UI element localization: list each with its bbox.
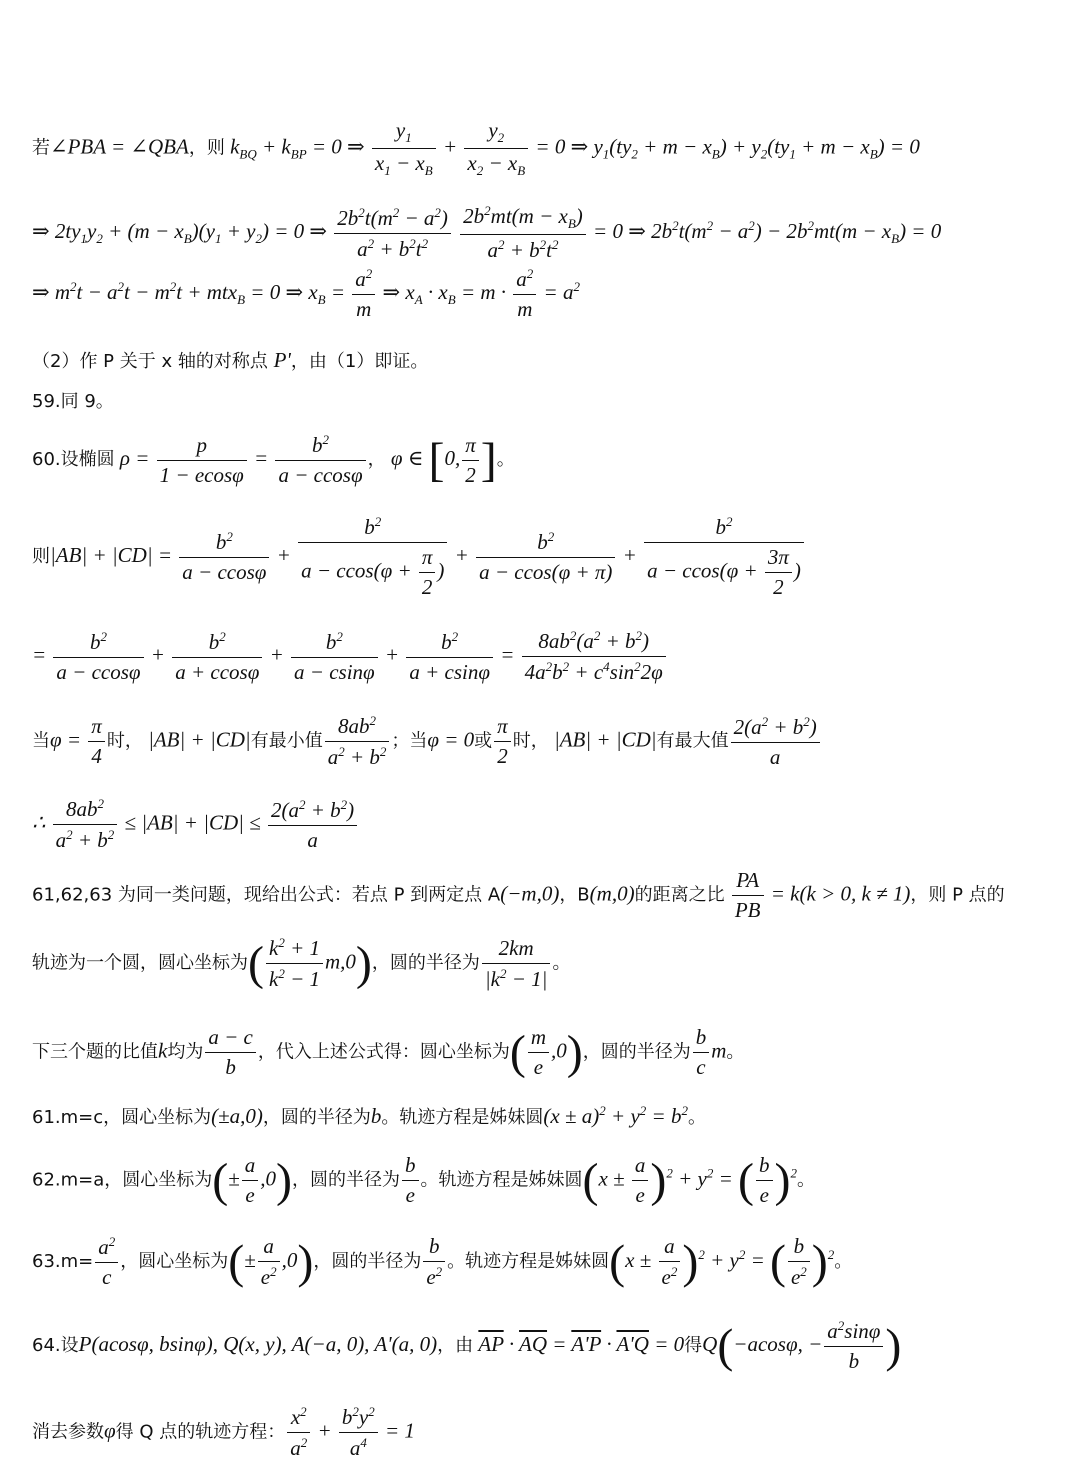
text-line-61: 61.m=c，圆心坐标为(±a,0)，圆的半径为b。轨迹方程是姊妹圆$(x \pm a)^2 + y^2 = b^2$。: [32, 1103, 706, 1128]
text-line-locus: 消去参数φ得 Q 点的轨迹方程： $\frac{x^2}{a^2}$ + $\frac{b^2y^2}{a^4}$ = 1: [32, 1404, 415, 1460]
text-line-ratio: 下三个题的比值k均为 $\frac{a - c}{b}$ ，代入上述公式得：圆心坐标为( $\frac{m}{e}$ ,0)，圆的半径为 $\frac{b}{c}$ m。: [32, 1025, 745, 1079]
text-line-64: 64.设P(acosφ, bsinφ), Q(x, y), A(−a, 0), A'(a, 0)，由 $\overline{AP} \cdot \overline{AQ} = A'P \cdot A'Q = 0$得Q(−acosφ, − $\frac{a^2\sin\varphi}{b}$ ): [32, 1318, 902, 1373]
equation-line-2: ⇒ $2ty_1y_2 + (m - x_B)(y_1 + y_2) = 0$ ⇒ $\frac{2b^2t(m^2 - a^2)}{a^2 + b^2t^2}$ $\frac{2b^2mt(m - x_B)}{a^2 + b^2t^2}$ = 0 ⇒ $2b^2t(m^2 - a^2) - 2b^2mt(m - x_B) = 0$: [32, 203, 942, 263]
equation-line-60: 60.设椭圆 ρ = $\frac{p}{1 - ecos\varphi}$ = $\frac{b^2}{a - ccos\varphi}$ ， φ ∈ [0, $\frac{\pi}{2}$ ]。: [32, 432, 515, 487]
text-line-61-63-intro: 61,62,63 为同一类问题，现给出公式：若点 P 到两定点 A(−m,0)，B(m,0)的距离之比 $\frac{PA}{PB}$ = k(k > 0, k ≠ 1)，则 P 点的: [32, 868, 1005, 922]
equation-line-extrema: 当φ = $\frac{\pi}{4}$ 时， |AB| + |CD|有最小值 $\frac{8ab^2}{a^2 + b^2}$ ；当φ = 0或 $\frac{\pi}{2}$ 时， |AB| + |CD|有最大值 $\frac{2(a^2 + b^2)}{a}$: [32, 713, 822, 770]
text-bindings: [0, 0, 1, 1]
text-line-59: 59.同 9。: [32, 391, 114, 412]
equation-line-3: ⇒ $m^2t - a^2t - m^2t + mtx_B = 0$ ⇒ $x_B$ = $\frac{a^2}{m}$ ⇒ $x_A \cdot x_B = m$ · $\frac{a^2}{m}$ = $a^2$: [32, 266, 580, 321]
text-line-62: 62.m=a，圆心坐标为(± $\frac{a}{e}$ ,0)，圆的半径为 $\frac{b}{e}$ 。轨迹方程是姊妹圆(x ± $\frac{a}{e}$ )$^2 + y^2$ = ( $\frac{b}{e}$ )$^2$。: [32, 1153, 815, 1207]
equation-line-1: 若∠PBA = ∠QBA，则 $k_{BQ} + k_{BP} = 0$ ⇒ $\frac{y_1}{x_1 - x_B}$ + $\frac{y_2}{x_2 - x_B}$ = 0 ⇒ $y_1(ty_2 + m - x_B) + y_2(ty_1 + m - x_B) = 0$: [32, 118, 920, 179]
text-line-part-2: （2）作 P 关于 x 轴的对称点 P'，由（1）即证。: [32, 348, 429, 372]
equation-line-sum: 则|AB| + |CD| = $\frac{b^2}{a - ccos\varphi}$ + $b^2$ a − ccos(φ + $\frac{\pi}{2}$ ) + $\frac{b^2}{a - ccos(\varphi + \pi)}$ + $b^2$ a − ccos(φ + $\frac{3\pi}{2}$ ): [32, 514, 806, 600]
equation-line-sum-2: = $\frac{b^2}{a - ccos\varphi}$ + $\frac{b^2}{a + ccos\varphi}$ + $\frac{b^2}{a - csin\varphi}$ + $\frac{b^2}{a + csin\varphi}$ = $\frac{8ab^2(a^2 + b^2)}{4a^2b^2 + c^4\sin^22\varphi}$: [32, 628, 668, 685]
equation-line-range: ∴ $\frac{8ab^2}{a^2 + b^2}$ ≤ |AB| + |CD| ≤ $\frac{2(a^2 + b^2)}{a}$: [32, 796, 359, 853]
text-line-circle: 轨迹为一个圆，圆心坐标为( $\frac{k^2 + 1}{k^2 - 1}$ m,0)，圆的半径为 $\frac{2km}{|k^2 - 1|}$ 。: [32, 935, 571, 991]
text-line-63: 63.m= $\frac{a^2}{c}$ ，圆心坐标为(± $\frac{a}{e^2}$ ,0)，圆的半径为 $\frac{b}{e^2}$ 。轨迹方程是姊妹圆(x ± $\frac{a}{e^2}$ )$^2 + y^2$ = ( $\frac{b}{e^2}$ )$^2$。: [32, 1234, 853, 1289]
